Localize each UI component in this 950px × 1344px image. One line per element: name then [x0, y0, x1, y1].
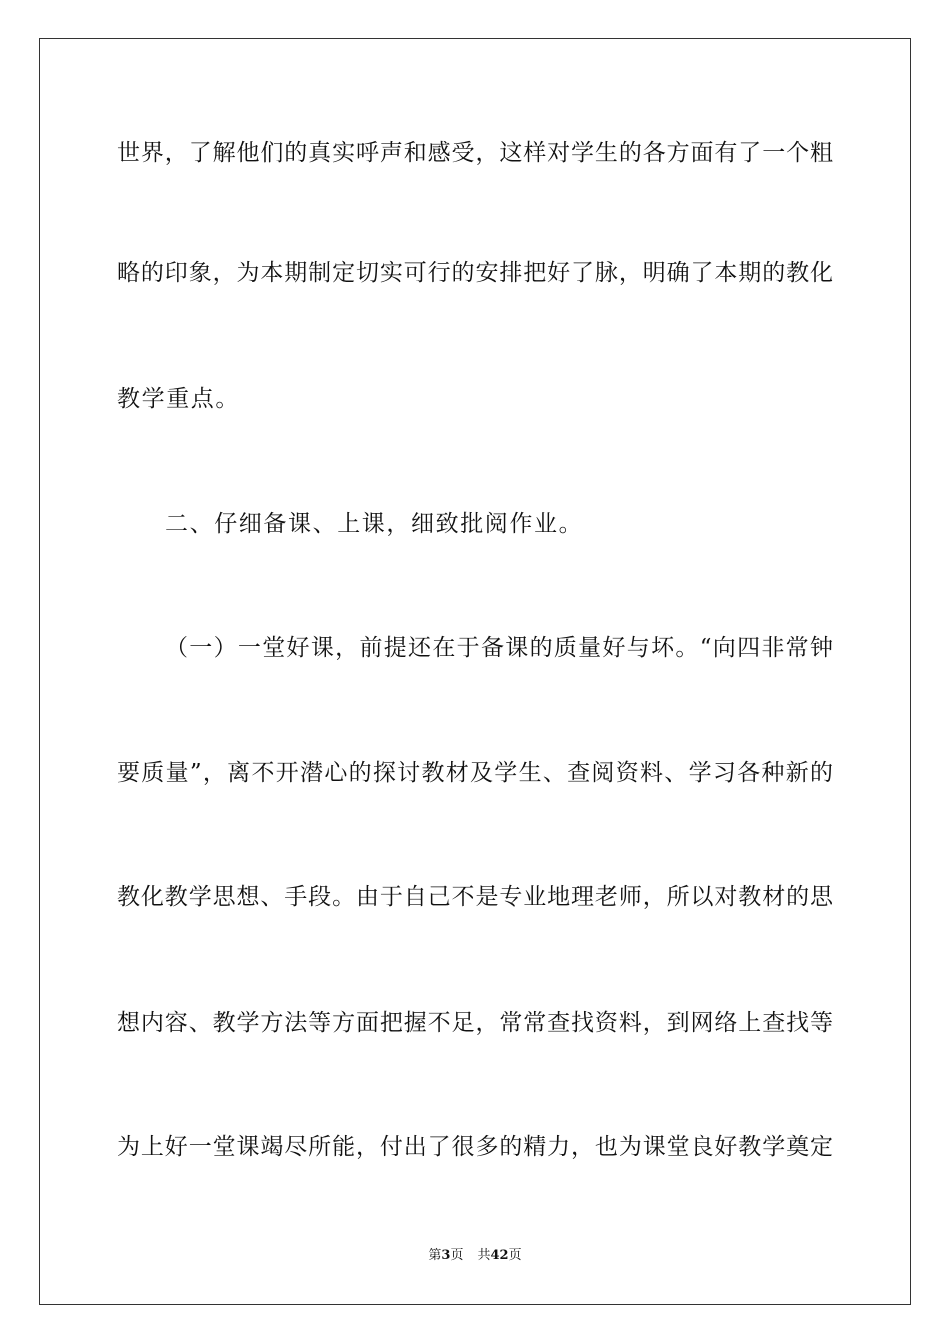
body-text-line: （一）一堂好课，前提还在于备课的质量好与坏。“向四非常钟 [165, 635, 833, 661]
body-text-line: 教学重点。 [117, 386, 240, 412]
footer-total-prefix: 共 [477, 1248, 491, 1263]
footer-page-number: 3 [441, 1248, 451, 1263]
body-text-line: 要质量”，离不开潜心的探讨教材及学生、查阅资料、学习各种新的 [117, 760, 833, 786]
page-frame [39, 38, 911, 1305]
page-footer [0, 1247, 950, 1265]
footer-page-prefix: 第 [428, 1248, 442, 1263]
footer-page-suffix: 页 [450, 1248, 464, 1263]
body-text-line: 世界，了解他们的真实呼声和感受，这样对学生的各方面有了一个粗 [117, 140, 833, 166]
section-heading: 二、仔细备课、上课，细致批阅作业。 [165, 511, 584, 537]
body-text-line: 为上好一堂课竭尽所能，付出了很多的精力，也为课堂良好教学奠定 [117, 1134, 833, 1160]
body-text-line: 想内容、教学方法等方面把握不足，常常查找资料，到网络上查找等 [117, 1010, 833, 1036]
body-text-line: 教化教学思想、手段。由于自己不是专业地理老师，所以对教材的思 [117, 884, 833, 910]
body-text-line: 略的印象，为本期制定切实可行的安排把好了脉，明确了本期的教化 [117, 260, 833, 286]
footer-total-number: 42 [490, 1248, 509, 1263]
footer-total-suffix: 页 [508, 1248, 522, 1263]
